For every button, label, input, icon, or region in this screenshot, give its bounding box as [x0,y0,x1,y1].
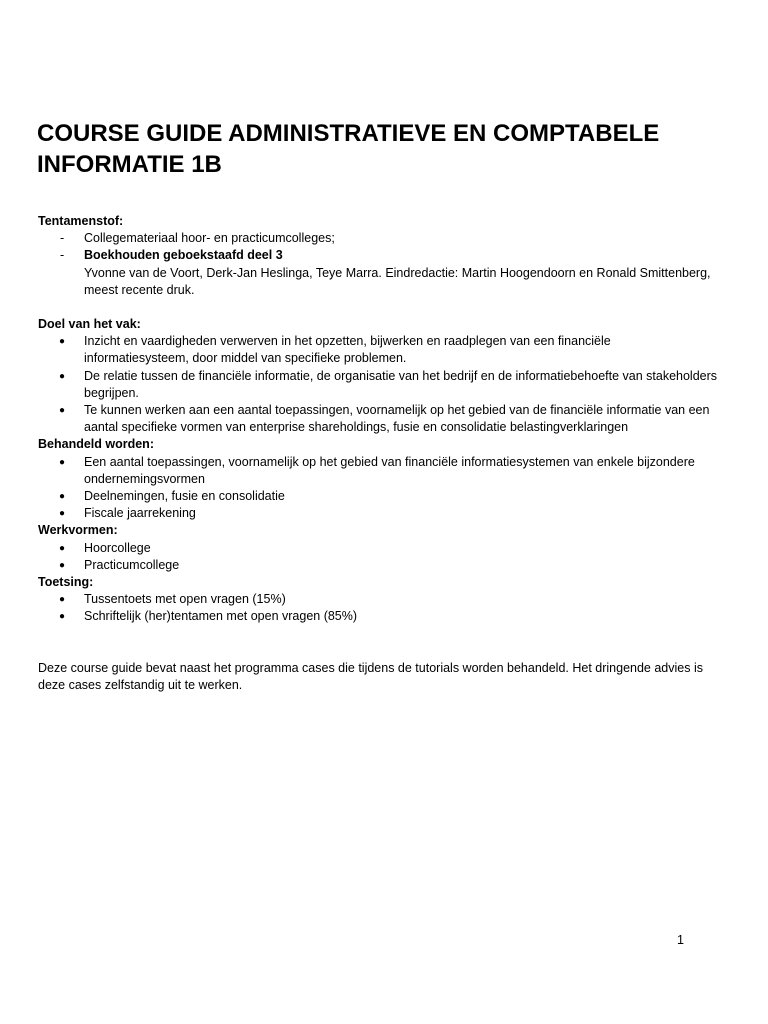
bullet-icon: ● [59,542,66,554]
bullet-icon: ● [59,508,66,520]
werkvormen-list [38,540,718,574]
behandeld-heading: Behandeld worden: [38,437,154,452]
list-item-text: Te kunnen werken aan een aantal toepassingen, voornamelijk op het gebied van de financiële informatie van een aantal specifieke vormen van enterprise shareholdings, fusie en consolidatie belastingverklaringen [84,403,710,435]
list-item-text: Deelnemingen, fusie en consolidatie [84,489,285,504]
list-item-text: Inzicht en vaardigheden verwerven in het opzetten, bijwerken en raadplegen van een financiële informatiesysteem, door middel van specifieke problemen. [84,334,611,366]
bullet-icon: ● [59,370,66,382]
list-item-text: Collegemateriaal hoor- en practicumcolleges; [84,231,335,246]
list-item-text: Hoorcollege [84,540,151,555]
page-number: 1 [677,933,684,947]
list-item-text: Boekhouden geboekstaafd deel 3 [84,248,283,263]
bullet-icon: ● [59,336,66,348]
bullet-icon: ● [59,405,66,417]
list-item [38,454,718,488]
behandeld-list [38,454,718,523]
list-item-text: Practicumcollege [84,557,180,572]
dash-marker: - [60,248,65,263]
bullet-icon: ● [59,456,66,468]
bullet-icon: ● [59,611,66,623]
document-body [38,213,718,694]
list-item-text: Fiscale jaarrekening [84,506,196,521]
list-item-text: Een aantal toepassingen, voornamelijk op het gebied van financiële informatiesystemen van enkele bijzondere ondernemingsvormen [84,454,695,486]
list-item [38,333,718,367]
list-item [38,540,718,557]
list-item-detail: Yvonne van de Voort, Derk-Jan Heslinga, Teye Marra. Eindredactie: Martin Hoogendoorn en Ronald Smittenberg, meest recente druk. [84,265,711,297]
bullet-icon: ● [59,594,66,606]
toetsing-list [38,591,718,625]
doel-list [38,333,718,436]
toetsing-heading: Toetsing: [38,575,94,590]
list-item-text: Schriftelijk (her)tentamen met open vragen (85%) [84,609,358,624]
list-item [38,488,718,505]
tentamenstof-heading: Tentamenstof: [38,214,124,228]
list-item [38,557,718,574]
list-item-text: Tussentoets met open vragen (15%) [84,592,286,607]
list-item-text: De relatie tussen de financiële informatie, de organisatie van het bedrijf en de informatiebehoefte van stakeholders begrijpen. [84,368,718,400]
closing-paragraph: Deze course guide bevat naast het programma cases die tijdens de tutorials worden behandeld. Het dringende advies is deze cases zelfstandig uit te werken. [38,660,703,692]
list-item [38,230,718,247]
doel-heading: Doel van het vak: [38,317,141,332]
list-item [38,247,718,299]
dash-marker: - [60,231,65,246]
list-item [38,591,718,608]
list-item [38,402,718,436]
tentamenstof-list [38,230,718,299]
page-title: COURSE GUIDE ADMINISTRATIEVE EN COMPTABELE INFORMATIE 1B [37,120,660,178]
list-item [38,368,718,402]
list-item [38,505,718,522]
bullet-icon: ● [59,559,66,571]
werkvormen-heading: Werkvormen: [38,523,118,538]
bullet-icon: ● [59,491,66,503]
list-item [38,608,718,625]
